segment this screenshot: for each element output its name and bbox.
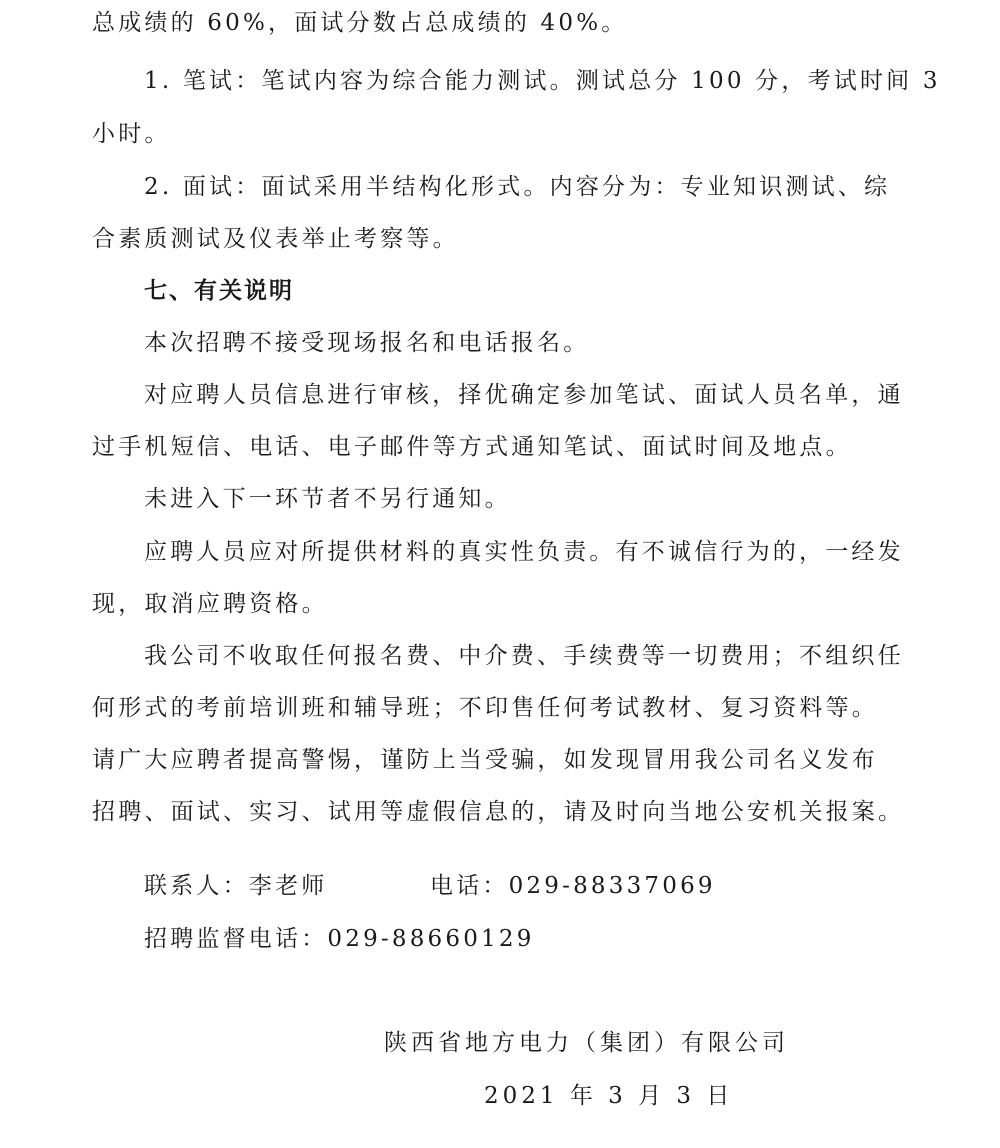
written-test-item: 1. 笔试：笔试内容为综合能力测试。测试总分 100 分，考试时间 3: [144, 68, 941, 94]
note-line: 现，取消应聘资格。: [92, 591, 328, 617]
note-line: 我公司不收取任何报名费、中介费、手续费等一切费用；不组织任: [144, 643, 904, 669]
note-line: 招聘、面试、实习、试用等虚假信息的，请及时向当地公安机关报案。: [92, 799, 905, 825]
note-line: 何形式的考前培训班和辅导班；不印售任何考试教材、复习资料等。: [92, 695, 878, 721]
note-line: 本次招聘不接受现场报名和电话报名。: [144, 330, 590, 356]
note-line: 应聘人员应对所提供材料的真实性负责。有不诚信行为的，一经发: [144, 539, 904, 565]
contact-person: 联系人：李老师: [144, 873, 328, 899]
supervision-phone: 招聘监督电话：029-88660129: [144, 926, 535, 952]
note-line: 对应聘人员信息进行审核，择优确定参加笔试、面试人员名单，通: [144, 382, 904, 408]
company-signature: 陕西省地方电力（集团）有限公司: [384, 1030, 789, 1056]
paragraph-line: 小时。: [92, 121, 171, 147]
note-line: 过手机短信、电话、电子邮件等方式通知笔试、面试时间及地点。: [92, 434, 852, 460]
paragraph-line: 合素质测试及仪表举止考察等。: [92, 226, 459, 252]
section-heading: 七、有关说明: [144, 278, 294, 304]
paragraph-line: 总成绩的 60%，面试分数占总成绩的 40%。: [92, 10, 628, 36]
signature-date: 2021 年 3 月 3 日: [484, 1083, 734, 1109]
note-line: 请广大应聘者提高警惕，谨防上当受骗，如发现冒用我公司名义发布: [92, 747, 878, 773]
note-line: 未进入下一环节者不另行通知。: [144, 486, 511, 512]
interview-item: 2. 面试：面试采用半结构化形式。内容分为：专业知识测试、综: [144, 174, 891, 200]
contact-phone: 电话：029-88337069: [430, 873, 716, 899]
